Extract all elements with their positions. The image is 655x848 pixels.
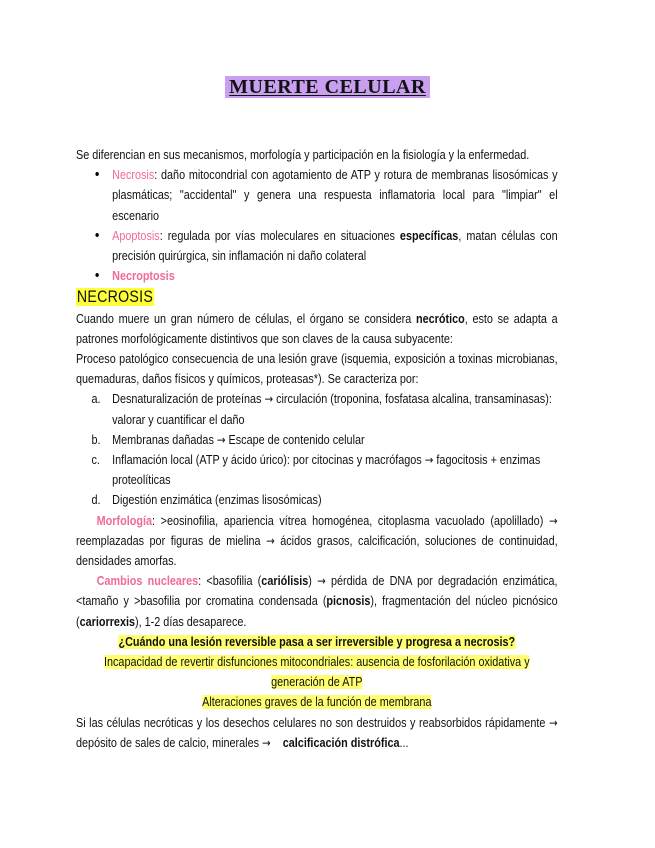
morfologia-paragraph <box>76 511 558 572</box>
text: Inflamación local (ATP y ácido úrico): por citocinas y macrófagos <box>112 453 425 468</box>
apoptosis-term: Apoptosis <box>112 228 160 243</box>
features-list <box>76 389 558 510</box>
necrosis-term: Necrosis <box>112 168 155 183</box>
text: depósito de sales de calcio, minerales <box>76 735 263 750</box>
list-marker: c. <box>91 453 100 468</box>
cariolisis-strong: cariólisis <box>261 574 309 589</box>
text: Membranas dañadas <box>112 432 217 447</box>
arrow-icon: → <box>424 453 434 468</box>
necrosis-description: : daño mitocondrial con agotamiento de ATP y rotura de membranas lisosómicas y plasmáticas; "accidental" y genera una respuesta inflamatoria local para "limpiar" el escenario <box>112 168 558 223</box>
text: Cuando muere un gran número de células, el órgano se considera <box>76 311 417 326</box>
apoptosis-strong: específicas <box>399 228 459 243</box>
arrow-icon: → <box>548 513 558 528</box>
apoptosis-description-b: , matan células con precisión quirúrgica, sin inflamación ni daño colateral <box>112 228 558 264</box>
arrow-icon: → <box>262 735 271 750</box>
text: ), fragmentación del núcleo picnósico ( <box>76 594 558 629</box>
cambios-nucleares-label: Cambios nucleares <box>96 574 199 589</box>
list-item <box>112 226 557 266</box>
process-paragraph: Proceso patológico consecuencia de una lesión grave (isquemia, exposición a toxinas microbianas, quemaduras, daños físicos y químicos, proteasas*). Se caracteriza por: <box>76 352 558 387</box>
text: reemplazadas por figuras de mielina <box>76 533 267 548</box>
text: Si las células necróticas y los desechos celulares no son destruidos y reabsorbidos rápidamente <box>76 715 549 730</box>
morfologia-label: Morfología <box>96 513 152 528</box>
arrow-icon: → <box>317 574 326 589</box>
cambios-nucleares-paragraph <box>76 571 558 632</box>
list-item <box>112 165 557 226</box>
cell-death-types-list <box>76 165 558 286</box>
page-title: MUERTE CELULAR <box>225 76 430 98</box>
cariorrexis-strong: cariorrexis <box>79 614 136 629</box>
text: Digestión enzimática (enzimas lisosómicas) <box>112 493 322 508</box>
final-paragraph <box>76 713 558 753</box>
arrow-icon: → <box>264 392 274 407</box>
text: , esto se adapta a patrones morfológicamente distintivos que son claves de la causa subyacente: <box>76 311 558 346</box>
text: fagocitosis + enzimas proteolíticas <box>112 453 541 488</box>
text: circulación (troponina, fosfatasa alcalina, transaminasas): valorar y cuantificar el daño <box>112 392 552 427</box>
necrosis-heading: NECROSIS <box>76 288 154 307</box>
answer-1-line <box>76 652 558 692</box>
list-marker: b. <box>91 432 101 447</box>
picnosis-strong: picnosis <box>326 594 371 609</box>
answer-2-line <box>76 692 558 712</box>
page-title-wrap <box>0 76 655 99</box>
text: Escape de contenido celular <box>225 432 365 447</box>
question-line <box>76 632 558 652</box>
text: Desnaturalización de proteínas <box>112 392 265 407</box>
text: ácidos grasos, calcificación, soluciones de continuidad, densidades amorfas. <box>76 533 558 569</box>
document-body <box>76 145 558 753</box>
calcificacion-strong: calcificación distrófica <box>282 735 400 750</box>
arrow-icon: → <box>548 715 558 730</box>
answer-2-text: Alteraciones graves de la función de membrana <box>202 695 432 710</box>
text: : <basofilia ( <box>198 574 262 589</box>
text: ... <box>399 735 409 750</box>
necroptosis-term: Necroptosis <box>112 269 175 284</box>
necrotico-strong: necrótico <box>416 311 465 326</box>
necrosis-definition <box>76 309 558 349</box>
arrow-icon: → <box>266 533 275 548</box>
text: ), 1-2 días desaparece. <box>135 614 247 629</box>
text: ) <box>308 574 318 589</box>
necrosis-heading-line <box>76 286 558 308</box>
list-item <box>91 430 557 450</box>
arrow-icon: → <box>216 432 226 447</box>
list-item <box>91 450 557 490</box>
text: pérdida de DNA por degradación enzimática, <tamaño y >basofilia por cromatina condensada ( <box>76 574 558 609</box>
list-marker: a. <box>91 392 101 407</box>
list-item <box>91 490 557 510</box>
list-item <box>91 389 557 429</box>
text: : >eosinofilia, apariencia vítrea homogénea, citoplasma vacuolado (apolillado) <box>151 513 549 528</box>
answer-1-text: Incapacidad de revertir disfunciones mitocondriales: ausencia de fosforilación oxidativa y generación de ATP <box>103 655 530 690</box>
question-text: ¿Cuándo una lesión reversible pasa a ser irreversible y progresa a necrosis? <box>118 634 516 649</box>
list-marker: d. <box>91 493 101 508</box>
apoptosis-description-a: : regulada por vías moleculares en situaciones <box>159 228 400 243</box>
intro-paragraph: Se diferencian en sus mecanismos, morfología y participación en la fisiología y la enfermedad. <box>76 148 530 162</box>
list-item <box>112 266 557 286</box>
